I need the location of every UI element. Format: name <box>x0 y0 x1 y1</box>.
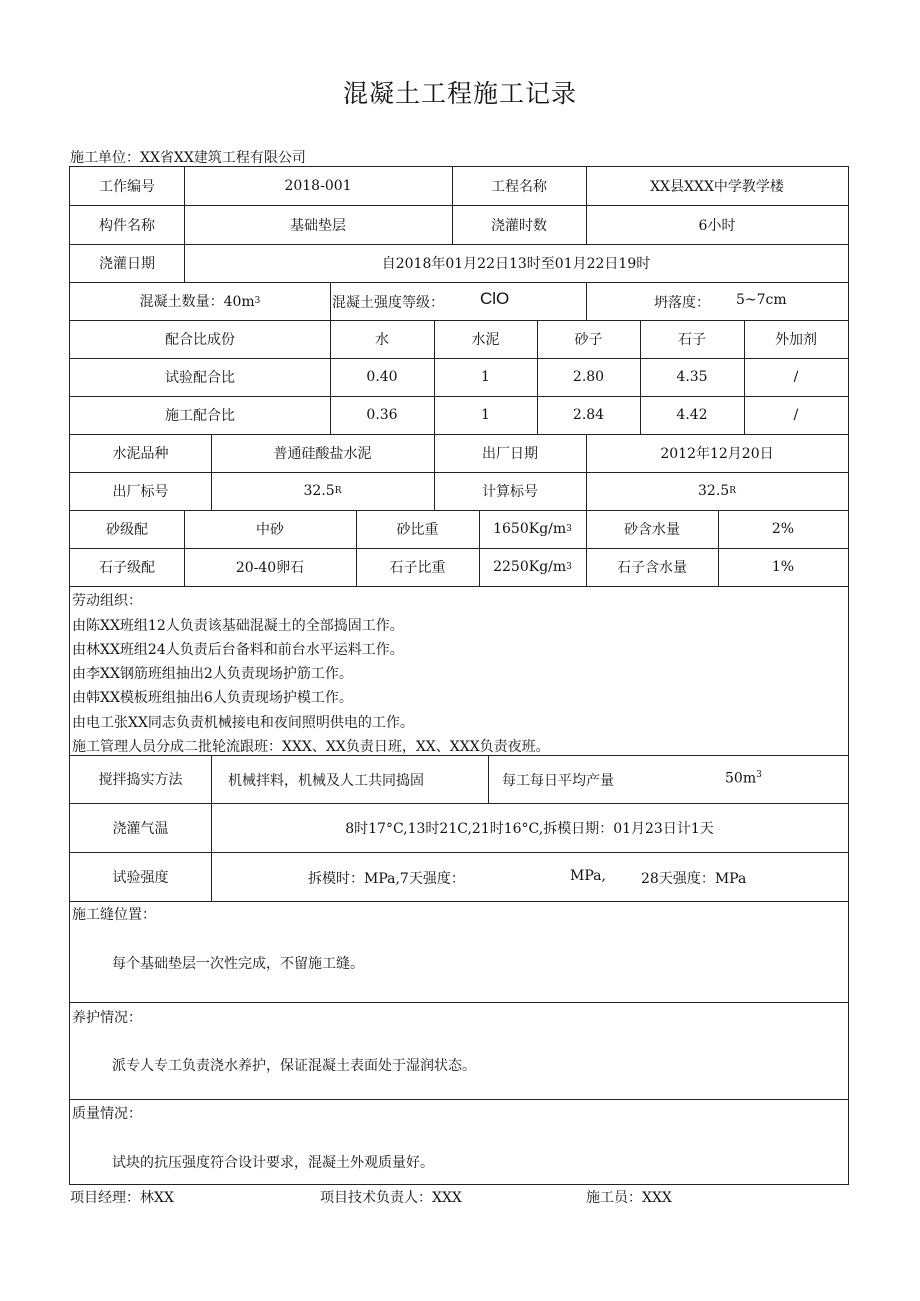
mix-col-admixture: 外加剂 <box>775 332 817 348</box>
labor-line: 由李XX钢筋班组抽出2人负责现场护筋工作。 <box>72 666 353 682</box>
mix-col-water: 水 <box>375 332 389 348</box>
strength-grade-label: 混凝土强度等级： <box>332 295 444 311</box>
sand-water-label: 砂含水量 <box>624 522 680 538</box>
stone-density-value: 2250Kg/m 3 <box>493 559 572 575</box>
work-no-value: 2018-001 <box>284 178 352 194</box>
stone-grade-label: 石子级配 <box>99 560 155 576</box>
component-value: 基础垫层 <box>290 217 346 234</box>
sand-grade-value: 中砂 <box>256 522 284 538</box>
slump-label: 坍落度： <box>654 295 710 311</box>
labor-line: 由韩XX模板班组抽出6人负责现场护模工作。 <box>72 690 353 706</box>
pour-temp-value: 8时17°C,13时21C,21时16°C,拆模日期：01月23日计1天 <box>345 820 714 837</box>
mix-cell: 1 <box>481 369 490 385</box>
strength-7day-unit: MPa, <box>570 868 606 884</box>
stone-density-label: 石子比重 <box>389 560 446 576</box>
record-table <box>69 166 849 1185</box>
calc-mark-label: 计算标号 <box>482 484 538 500</box>
mix-cell: 2.84 <box>572 407 605 423</box>
pour-hours-label: 浇灌时数 <box>491 217 547 234</box>
mix-cell: 4.42 <box>676 407 708 423</box>
sand-grade-label: 砂级配 <box>106 522 148 538</box>
work-no-label: 工作编号 <box>99 179 155 195</box>
stone-water-label: 石子含水量 <box>617 560 687 576</box>
labor-line: 施工管理人员分成二批轮流跟班：XXX、XX负责日班，XX、XXX负责夜班。 <box>72 739 550 755</box>
labor-line: 由林XX班组24人负责后台备料和前台水平运料工作。 <box>72 642 404 658</box>
project-name-value: XX县XXX中学教学楼 <box>650 179 784 195</box>
stone-water-value: 1% <box>771 559 795 575</box>
mix-row-label: 试验配合比 <box>165 370 235 386</box>
factory-mark-value: 32.5 R <box>303 483 342 499</box>
mix-col-stone: 石子 <box>678 332 706 348</box>
concrete-quantity: 混凝土数量：40m 3 <box>139 294 261 310</box>
factory-date-label: 出厂日期 <box>482 446 538 462</box>
daily-output-value: $50m^3$ <box>725 770 762 787</box>
technical-lead: 项目技术负责人：XXX <box>320 1190 462 1206</box>
page-title: 混凝土工程施工记录 <box>342 79 577 108</box>
sand-density-value: 1650Kg/m 3 <box>493 521 572 537</box>
quality-title: 质量情况： <box>72 1106 142 1122</box>
pour-date-label: 浇灌日期 <box>99 256 155 272</box>
cement-type-label: 水泥品种 <box>112 446 169 462</box>
strength-grade-value: ClO <box>480 289 510 308</box>
construction-unit: 施工单位：XX省XX建筑工程有限公司 <box>70 150 306 166</box>
mix-row-label: 施工配合比 <box>165 408 235 424</box>
mix-cell: 4.35 <box>676 369 708 385</box>
strength-demold: 拆模时：MPa,7天强度： <box>308 871 465 887</box>
mixing-method-label: 搅拌捣实方法 <box>98 772 183 788</box>
stone-grade-value: 20-40卵石 <box>235 560 305 576</box>
construction-worker: 施工员：XXX <box>586 1190 672 1206</box>
mix-cell: 0.36 <box>366 407 398 423</box>
mix-cell: / <box>793 369 799 385</box>
quality-text: 试块的抗压强度符合设计要求，混凝土外观质量好。 <box>112 1155 434 1171</box>
joint-text: 每个基础垫层一次性完成，不留施工缝。 <box>112 956 364 972</box>
mixing-method-value: 机械拌料，机械及人工共同捣固 <box>228 773 424 789</box>
pour-date-value: 自2018年01月22日13时至01月22日19时 <box>381 256 651 272</box>
mix-header-label: 配合比成份 <box>165 332 235 348</box>
labor-line: 由陈XX班组12人负责该基础混凝土的全部捣固工作。 <box>72 618 404 634</box>
mix-cell: 1 <box>481 407 490 423</box>
strength-28day: 28天强度：MPa <box>641 871 747 887</box>
mix-col-cement: 水泥 <box>471 332 500 348</box>
mix-cell: 0.40 <box>366 369 398 385</box>
cement-type-value: 普通硅酸盐水泥 <box>273 446 372 462</box>
mix-cell: 2.80 <box>572 369 605 385</box>
curing-text: 派专人专工负责浇水养护，保证混凝土表面处于湿润状态。 <box>112 1058 476 1074</box>
sand-density-label: 砂比重 <box>396 522 439 538</box>
project-manager: 项目经理：林XX <box>70 1190 174 1206</box>
joint-title: 施工缝位置： <box>72 907 156 923</box>
factory-date-value: 2012年12月20日 <box>660 446 774 462</box>
calc-mark-value: 32.5 R <box>698 483 736 499</box>
mix-cell: / <box>793 407 799 423</box>
daily-output-label: 每工每日平均产量 <box>502 773 614 789</box>
sand-water-value: 2% <box>771 521 795 537</box>
slump-value: 5~7cm <box>736 292 787 308</box>
test-strength-label: 试验强度 <box>112 869 169 886</box>
curing-title: 养护情况： <box>72 1010 142 1026</box>
pour-hours-value: 6小时 <box>698 217 736 234</box>
project-name-label: 工程名称 <box>491 179 547 195</box>
labor-title: 劳动组织： <box>72 593 142 609</box>
factory-mark-label: 出厂标号 <box>112 484 169 500</box>
component-label: 构件名称 <box>99 217 155 234</box>
pour-temp-label: 浇灌气温 <box>112 820 169 837</box>
mix-col-sand: 砂子 <box>574 332 603 348</box>
labor-line: 由电工张XX同志负责机械接电和夜间照明供电的工作。 <box>72 715 414 731</box>
